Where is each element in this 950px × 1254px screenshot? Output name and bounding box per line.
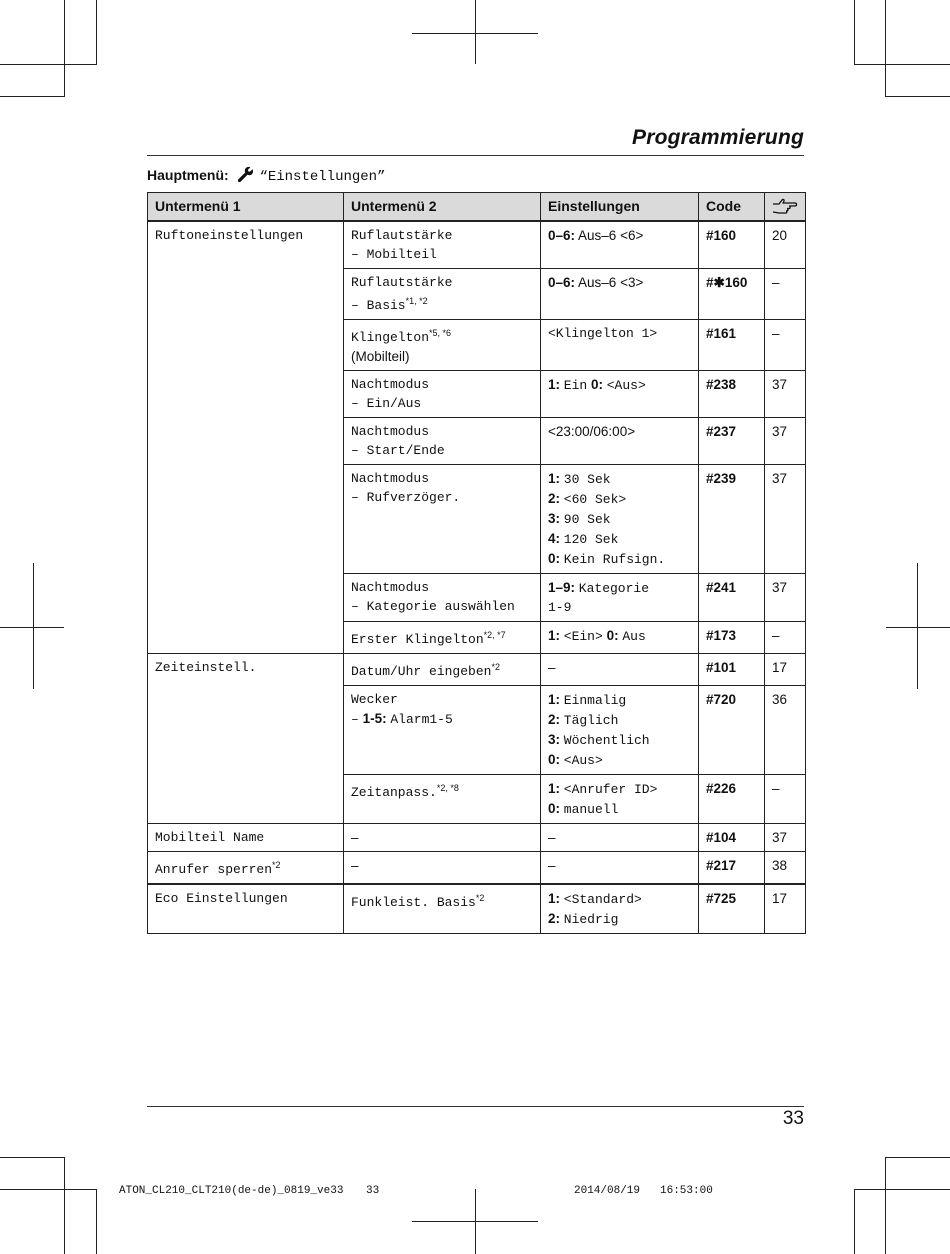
title-divider bbox=[147, 155, 804, 156]
page-ref-cell: 20 bbox=[765, 221, 806, 269]
crop-mark bbox=[0, 1189, 97, 1190]
header-reference bbox=[765, 193, 806, 222]
code-cell: #238 bbox=[699, 371, 765, 418]
settings-cell: – bbox=[541, 852, 699, 885]
settings-cell: <23:00/06:00> bbox=[541, 418, 699, 465]
crop-mark bbox=[854, 64, 950, 65]
submenu1-cell: Ruftoneinstellungen bbox=[148, 221, 344, 654]
table-header-row bbox=[148, 193, 806, 222]
code-cell: #226 bbox=[699, 775, 765, 824]
header-settings: Einstellungen bbox=[541, 193, 699, 222]
menu-path bbox=[147, 166, 385, 185]
settings-cell: 0–6: Aus–6 <3> bbox=[541, 269, 699, 320]
code-cell: #161 bbox=[699, 320, 765, 371]
settings-cell: 1: 30 Sek 2: <60 Sek> 3: 90 Sek 4: 120 Sek 0: Kein Rufsign. bbox=[541, 465, 699, 574]
submenu2-cell: Nachtmodus – Kategorie auswählen bbox=[344, 574, 541, 622]
code-cell: #239 bbox=[699, 465, 765, 574]
submenu1-cell: Mobilteil Name bbox=[148, 824, 344, 852]
crop-mark bbox=[0, 627, 64, 628]
code-cell: #173 bbox=[699, 622, 765, 654]
crop-mark bbox=[854, 0, 855, 65]
table-row bbox=[148, 884, 806, 934]
settings-table bbox=[147, 192, 806, 934]
settings-cell: – bbox=[541, 654, 699, 686]
page-ref-cell: 37 bbox=[765, 465, 806, 574]
settings-cell: 1: Einmalig 2: Täglich 3: Wöchentlich 0: <Aus> bbox=[541, 686, 699, 775]
crop-mark bbox=[96, 0, 97, 65]
page-ref-cell: 38 bbox=[765, 852, 806, 885]
submenu1-cell: Anrufer sperren$^{*2}$ bbox=[148, 852, 344, 885]
submenu2-cell: Ruflautstärke – Mobilteil bbox=[344, 221, 541, 269]
table-row bbox=[148, 221, 806, 269]
settings-cell: 1–9: Kategorie 1-9 bbox=[541, 574, 699, 622]
settings-cell: 1: <Standard> 2: Niedrig bbox=[541, 884, 699, 934]
code-cell: #720 bbox=[699, 686, 765, 775]
print-time: 16:53:00 bbox=[660, 1185, 713, 1197]
crop-mark bbox=[475, 0, 476, 64]
crop-mark bbox=[412, 33, 538, 34]
print-date: 2014/08/19 bbox=[574, 1185, 641, 1197]
submenu1-cell: Zeiteinstell. bbox=[148, 654, 344, 824]
page-ref-cell: – bbox=[765, 775, 806, 824]
settings-cell: 1: <Anrufer ID> 0: manuell bbox=[541, 775, 699, 824]
table-row bbox=[148, 824, 806, 852]
code-cell: #✱160 bbox=[699, 269, 765, 320]
menu-path-label: Hauptmenü: bbox=[147, 167, 229, 183]
settings-cell: 1: Ein 0: <Aus> bbox=[541, 371, 699, 418]
page-ref-cell: 37 bbox=[765, 574, 806, 622]
submenu2-cell: Ruflautstärke – Basis$^{*1, *2}$ bbox=[344, 269, 541, 320]
submenu2-cell: Funkleist. Basis$^{*2}$ bbox=[344, 884, 541, 934]
wrench-icon bbox=[237, 166, 254, 183]
page-ref-cell: 17 bbox=[765, 884, 806, 934]
crop-mark bbox=[0, 1157, 65, 1158]
page-number: 33 bbox=[782, 1108, 804, 1129]
crop-mark bbox=[885, 96, 950, 97]
page-ref-cell: – bbox=[765, 269, 806, 320]
page-ref-cell: 37 bbox=[765, 824, 806, 852]
crop-mark bbox=[33, 563, 34, 689]
crop-mark bbox=[885, 1157, 950, 1158]
code-cell: #241 bbox=[699, 574, 765, 622]
submenu2-cell: Nachtmodus – Rufverzöger. bbox=[344, 465, 541, 574]
code-cell: #237 bbox=[699, 418, 765, 465]
submenu2-cell: Zeitanpass.$^{*2, *8}$ bbox=[344, 775, 541, 824]
crop-mark bbox=[412, 1221, 538, 1222]
settings-cell: 0–6: Aus–6 <6> bbox=[541, 221, 699, 269]
header-submenu1: Untermenü 1 bbox=[148, 193, 344, 222]
page-ref-cell: 17 bbox=[765, 654, 806, 686]
print-file-name: ATON_CL210_CLT210(de-de)_0819_ve33 bbox=[119, 1185, 344, 1197]
settings-cell: <Klingelton 1> bbox=[541, 320, 699, 371]
print-page: 33 bbox=[366, 1185, 380, 1197]
page-ref-cell: 37 bbox=[765, 371, 806, 418]
crop-mark bbox=[885, 1157, 886, 1254]
crop-mark bbox=[0, 96, 65, 97]
header-submenu2: Untermenü 2 bbox=[344, 193, 541, 222]
settings-cell: 1: <Ein> 0: Aus bbox=[541, 622, 699, 654]
submenu2-cell: Nachtmodus – Start/Ende bbox=[344, 418, 541, 465]
submenu2-cell: Datum/Uhr eingeben$^{*2}$ bbox=[344, 654, 541, 686]
submenu2-cell: – bbox=[344, 852, 541, 885]
crop-mark bbox=[0, 64, 97, 65]
code-cell: #217 bbox=[699, 852, 765, 885]
submenu2-cell: Wecker – 1-5: Alarm1-5 bbox=[344, 686, 541, 775]
table-row bbox=[148, 654, 806, 686]
crop-mark bbox=[854, 1189, 950, 1190]
submenu2-cell: Nachtmodus – Ein/Aus bbox=[344, 371, 541, 418]
submenu2-cell: – bbox=[344, 824, 541, 852]
settings-cell: – bbox=[541, 824, 699, 852]
page-ref-cell: – bbox=[765, 622, 806, 654]
submenu2-cell: Klingelton$^{*5, *6}$ (Mobilteil) bbox=[344, 320, 541, 371]
submenu1-cell: Eco Einstellungen bbox=[148, 884, 344, 934]
section-title: Programmierung bbox=[632, 126, 804, 149]
crop-mark bbox=[64, 0, 65, 97]
crop-mark bbox=[886, 627, 950, 628]
crop-mark bbox=[96, 1189, 97, 1254]
page-ref-cell: 37 bbox=[765, 418, 806, 465]
crop-mark bbox=[917, 563, 918, 689]
submenu2-cell: Erster Klingelton$^{*2, *7}$ bbox=[344, 622, 541, 654]
crop-mark bbox=[854, 1189, 855, 1254]
footer-divider bbox=[147, 1106, 804, 1107]
code-cell: #160 bbox=[699, 221, 765, 269]
table-row bbox=[148, 852, 806, 885]
header-code: Code bbox=[699, 193, 765, 222]
crop-mark bbox=[885, 0, 886, 97]
code-cell: #725 bbox=[699, 884, 765, 934]
page-ref-cell: 36 bbox=[765, 686, 806, 775]
code-cell: #104 bbox=[699, 824, 765, 852]
crop-mark bbox=[64, 1157, 65, 1254]
page-ref-cell: – bbox=[765, 320, 806, 371]
code-cell: #101 bbox=[699, 654, 765, 686]
menu-path-item: “Einstellungen” bbox=[259, 169, 386, 185]
pointing-hand-icon bbox=[772, 197, 798, 215]
